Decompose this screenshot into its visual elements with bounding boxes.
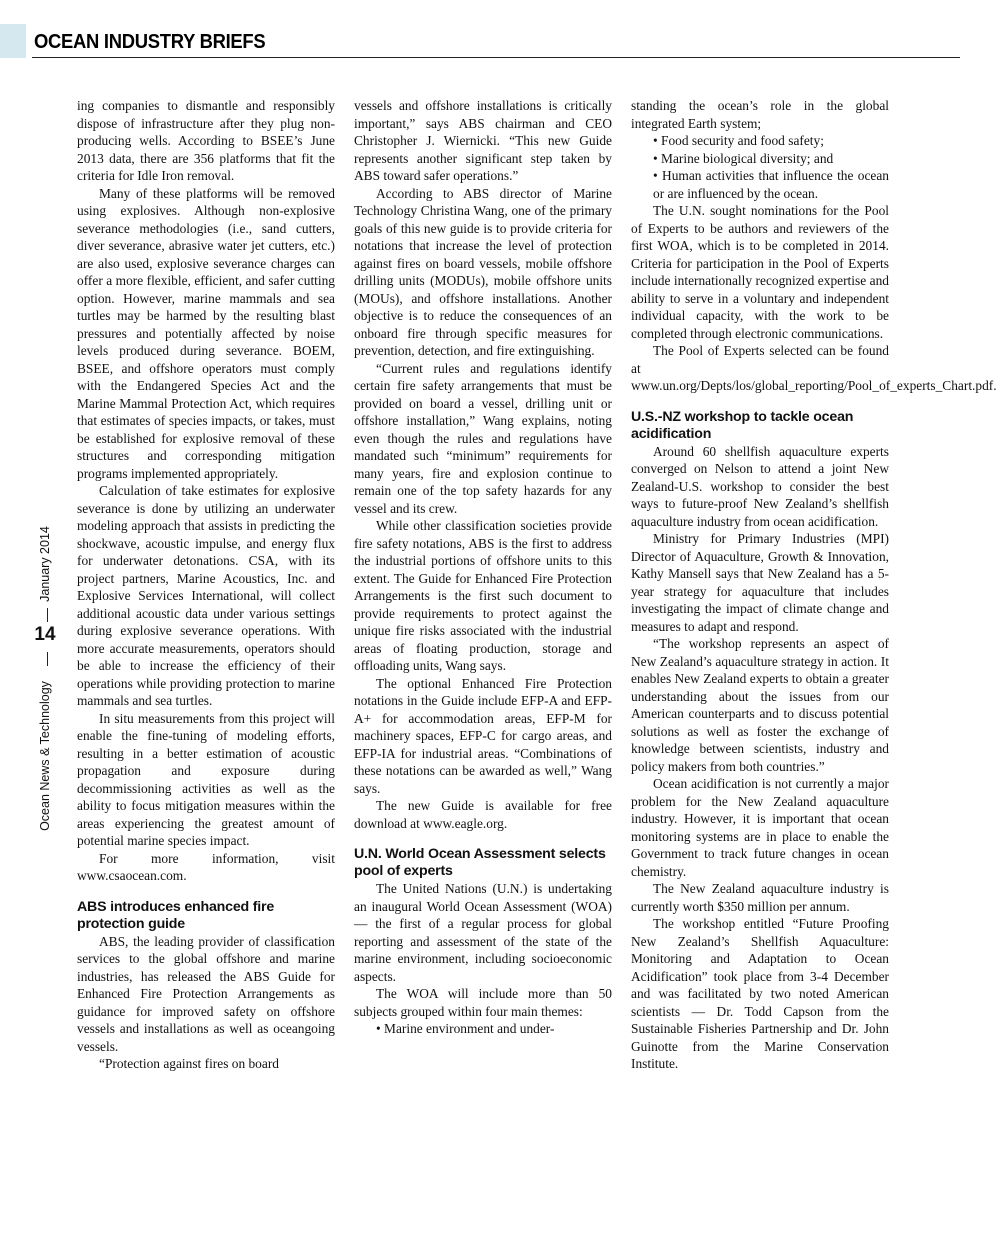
paragraph: “Protection against fires on board [99, 1056, 279, 1071]
bullet-item: • Marine environment and under- [376, 1021, 555, 1036]
paragraph: ABS, the leading provider of classification services to the global offshore and marine industries, has released the ABS Guide for Enhanced Fire Protection Arrangements as guidance for improved safety on offshore vessels and installations as well as oceangoing vessels. [77, 933, 335, 1054]
publication-name: Ocean News & Technology [38, 681, 52, 831]
rail-divider-bottom [47, 652, 48, 666]
paragraph: In situ measurements from this project will enable the fine-tuning of modeling efforts, resulting in a better estimation of acoustic propagation and exposure during decommissioning activities as well as the ability to focus mitigation measures within the areas experiencing the greatest amount of potential marine species impact. [77, 710, 335, 848]
bullet-item: • Food security and food safety; [653, 133, 824, 148]
paragraph: Around 60 shellfish aquaculture experts converged on Nelson to attend a joint New Zealand-U.S. workshop to consider the best ways to future-proof New Zealand’s shellfish aquaculture industry from ocean acidification. [631, 443, 889, 529]
paragraph: The United Nations (U.N.) is undertaking an inaugural World Ocean Assessment (WOA) — the first of a regular process for global reporting and assessment of the state of the marine environment, including socioeconomic aspects. [354, 881, 612, 984]
column-1 [77, 97, 335, 1217]
bullet-item: • Human activities that influence the ocean or are influenced by the ocean. [653, 168, 889, 201]
bullet-item: • Marine biological diversity; and [653, 150, 834, 166]
paragraph: vessels and offshore installations is critically important,” says ABS chairman and CEO Christopher J. Wiernicki. “This new Guide represents another significant step taken by ABS toward safer operations.” [354, 98, 612, 183]
paragraph: The optional Enhanced Fire Protection notations in the Guide include EFP-A and EFP-A+ for accommodation areas, EFP-M for machinery spaces, EFP-C for cargo areas, and EFP-IA for industrial areas. “Combinations of these notations can be awarded as well,” Wang says. [354, 675, 612, 796]
paragraph: For more information, visit www.csaocean.com. [77, 850, 335, 883]
paragraph: The workshop entitled “Future Proofing New Zealand’s Shellfish Aquaculture: Monitoring and Adaptation to Ocean Acidification” took place from 3-4 December and was facilitated by two noted American scientists — Dr. Todd Capson from the Sustainable Fisheries Partnership and Dr. John Guinotte from the Marine Conservation Institute. [631, 916, 889, 1071]
rail-divider-top [47, 608, 48, 622]
paragraph: “Current rules and regulations identify certain fire safety arrangements that must be provided on board a vessel, drilling unit or offshore installation,” Wang explains, noting even though the rules and regulations have mandated such “minimum” requirements for many years, fire and explosion continue to remain one of the top safety hazards for any vessel and its crew. [354, 360, 612, 516]
paragraph: Calculation of take estimates for explosive severance is done by utilizing an underwater modeling approach that assists in predicting the shockwave, acoustic impulse, and energy flux for underwater detonations. CSA, with its project partners, Marine Acoustics, Inc. and Explosive Services International, will collect additional acoustic data under various settings during explosive severance operations. With more accurate measurements, operators should be able to increase the efficiency of their operations while providing protection to marine mammals and sea turtles. [77, 483, 335, 708]
article-heading: ABS introduces enhanced fire protection guide [77, 898, 275, 932]
page-number: 14 [34, 624, 56, 645]
article-heading: U.N. World Ocean Assessment selects pool of experts [354, 846, 606, 879]
column-3 [631, 97, 997, 1217]
paragraph: According to ABS director of Marine Technology Christina Wang, one of the primary goals of this new guide is to provide criteria for notations that increase the level of protection against fires on board vessels, mobile offshore drilling units (MODUs), mobile offshore units (MOUs), and offshore installations. Another objective is to reduce the consequences of an onboard fire through specific measures for prevention, detection, and fire extinguishing. [354, 185, 612, 358]
paragraph: The U.N. sought nominations for the Pool of Experts to be authors and reviewers of the first WOA, which is to be completed in 2014. Criteria for participation in the Pool of Experts include internationally recognized expertise and ability to serve in a voluntary and independent individual capacity, with the work to be completed through electronic communications. [631, 203, 889, 341]
paragraph: ing companies to dismantle and responsibly dispose of infrastructure after they plug non-producing wells. According to BSEE’s June 2013 data, there are 356 platforms that fit the criteria for Idle Iron removal. [77, 98, 335, 183]
paragraph: While other classification societies provide fire safety notations, ABS is the first to address the industrial portions of offshore units to this extent. The Guide for Enhanced Fire Protection Arrangements is the first such document to provide requirements to protect against the unique fire risks associated with the industrial areas of floating production, storage and offloading units, Wang says. [354, 518, 612, 673]
paragraph: Ministry for Primary Industries (MPI) Director of Aquaculture, Growth & Innovation, Kathy Mansell says that New Zealand has a 5-year strategy for aquaculture that includes investigating the impact of climate change and measures to adapt and respond. [631, 531, 889, 634]
paragraph: The Pool of Experts selected can be found at www.un.org/Depts/los/global_reporting/Pool_of_experts_Chart.pdf. [631, 343, 997, 393]
paragraph: The new Guide is available for free download at www.eagle.org. [354, 798, 612, 831]
column-2 [354, 97, 612, 1217]
article-heading: U.S.-NZ workshop to tackle ocean acidification [631, 408, 854, 442]
side-rail [22, 510, 68, 850]
paragraph: “The workshop represents an aspect of New Zealand’s aquaculture strategy in action. It enables New Zealand experts to obtain a greater understanding about the issues from our American counterparts and to discuss potential solutions as well as foster the exchange of knowledge between scientists, industry and policy makers from both countries.” [631, 636, 889, 774]
paragraph: standing the ocean’s role in the global integrated Earth system; [631, 98, 889, 131]
header-rule [32, 57, 960, 58]
paragraph: Ocean acidification is not currently a major problem for the New Zealand aquaculture industry. However, it is important that ocean monitoring systems are in place to enable the Government to track future changes in ocean chemistry. [631, 776, 889, 879]
section-title: OCEAN INDUSTRY BRIEFS [34, 31, 266, 53]
issue-date: January 2014 [38, 526, 52, 602]
paragraph: The WOA will include more than 50 subjects grouped within four main themes: [354, 986, 612, 1019]
section-tab-marker [0, 24, 26, 58]
paragraph: Many of these platforms will be removed using explosives. Although non-explosive severance methodologies (i.e., sand cutters, diver severance, abrasive water jet cutters, etc.) are also used, explosive severance charges can offer a more flexible, efficient, and safer cutting option. However, marine mammals and sea turtles may be harmed by the resulting blast pressures and potentially affected by noise levels produced during severance. BOEM, BSEE, and offshore operators must comply with the Endangered Species Act and the Marine Mammal Protection Act, which requires that estimates of species impacts, or takes, must be established for explosive removal of these structures and corresponding mitigation programs implemented appropriately. [77, 185, 335, 481]
paragraph: The New Zealand aquaculture industry is currently worth $350 million per annum. [631, 881, 889, 914]
